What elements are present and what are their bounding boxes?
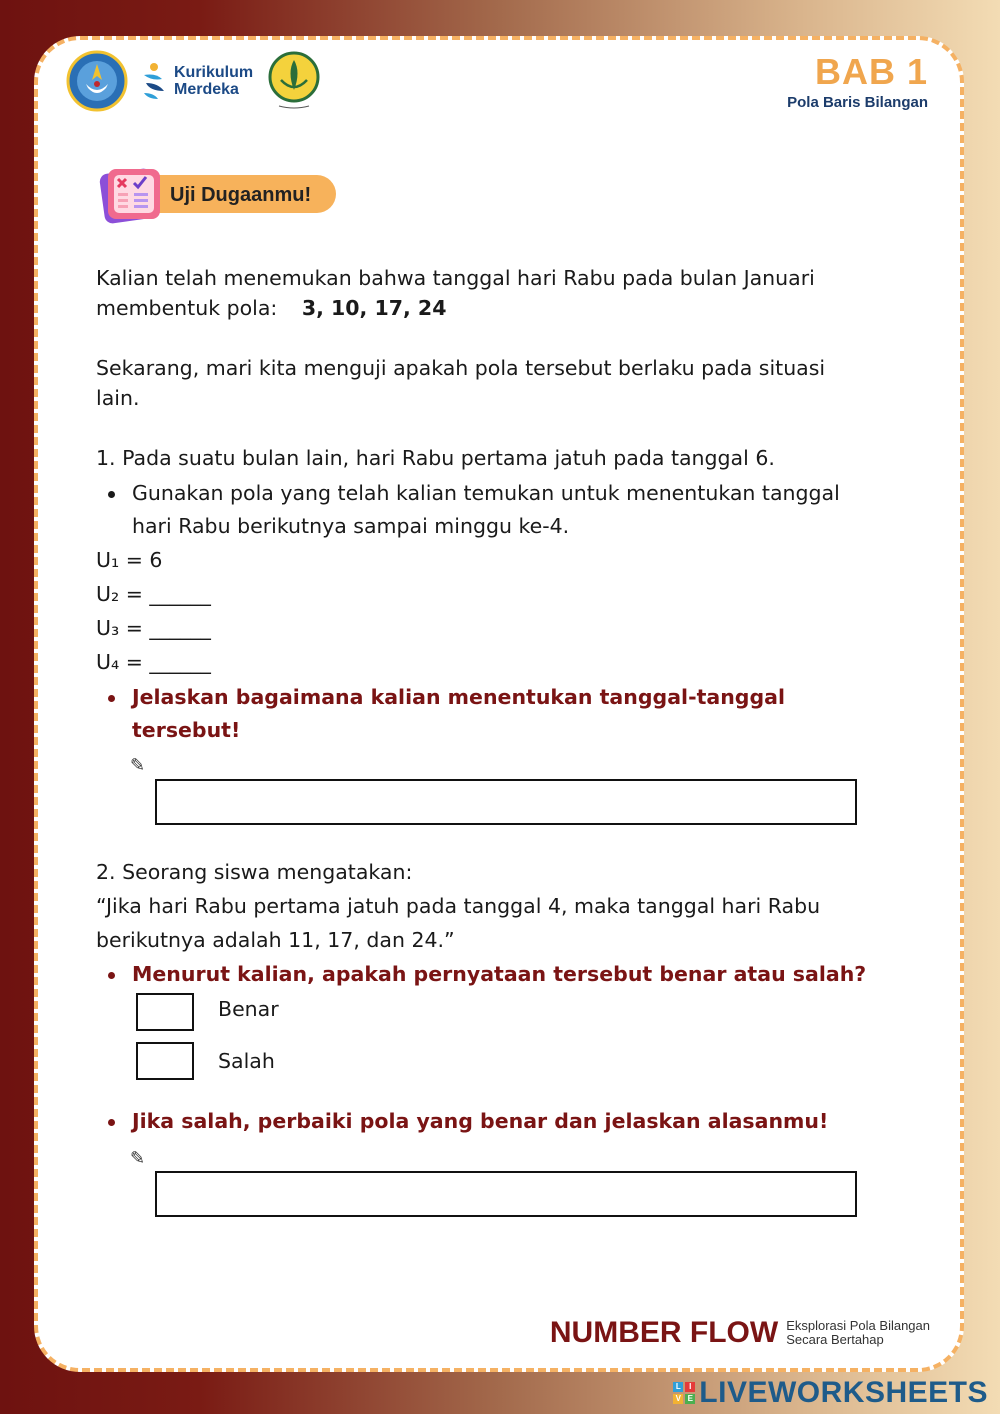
chapter-heading — [787, 52, 928, 111]
q2-pencil-icon: ✎ — [130, 1148, 146, 1169]
lw-icon-v: V — [673, 1394, 683, 1404]
q1-title: 1. Pada suatu bulan lain, hari Rabu pertama jatuh pada tanggal 6. — [96, 446, 775, 470]
footer-tagline — [786, 1319, 930, 1347]
intro-line-4: lain. — [96, 386, 140, 410]
intro-line-3: Sekarang, mari kita menguji apakah pola tersebut berlaku pada situasi — [96, 356, 826, 380]
q1-u1: U₁ = 6 — [96, 548, 163, 572]
liveworksheets-watermark[interactable] — [673, 1376, 988, 1410]
kurikulum-merdeka-logo — [140, 61, 253, 101]
intro-line-1: Kalian telah menemukan bahwa tanggal hari Rabu pada bulan Januari — [96, 266, 815, 290]
option-true-label: Benar — [218, 997, 279, 1021]
intro-line-2 — [96, 293, 896, 324]
checklist-icon — [96, 163, 166, 227]
school-seal-logo-icon — [267, 50, 321, 112]
liveworksheets-label: LIVEWORKSHEETS — [699, 1376, 988, 1409]
q2-quote-line-2: berikutnya adalah 11, 17, dan 24.” — [96, 928, 455, 952]
q1-u4[interactable]: U₄ = ______ — [96, 650, 211, 674]
intro-pattern: 3, 10, 17, 24 — [301, 296, 447, 320]
option-false-label: Salah — [218, 1049, 275, 1073]
chapter-subtitle: Pola Baris Bilangan — [787, 94, 928, 111]
tut-wuri-handayani-logo-icon — [66, 50, 128, 112]
q2-bullet-2: Jika salah, perbaiki pola yang benar dan jelaskan alasanmu! — [132, 1105, 902, 1138]
q1-bullet-2 — [132, 681, 902, 747]
lw-icon-l: L — [673, 1382, 683, 1392]
chapter-title: BAB 1 — [814, 51, 928, 92]
q2-quote-line-1: “Jika hari Rabu pertama jatuh pada tanggal 4, maka tanggal hari Rabu — [96, 894, 821, 918]
footer-tagline-line-2: Secara Bertahap — [786, 1332, 884, 1347]
intro-line-2-prefix: membentuk pola: — [96, 296, 278, 320]
q1-bullet-2-line-1: Jelaskan bagaimana kalian menentukan tanggal-tanggal — [132, 685, 786, 709]
q1-u2[interactable]: U₂ = ______ — [96, 582, 211, 606]
section-badge-label: Uji Dugaanmu! — [170, 184, 312, 206]
option-true-checkbox[interactable] — [136, 993, 194, 1031]
merdeka-label: Merdeka — [174, 81, 239, 98]
q1-bullet-1-line-1: Gunakan pola yang telah kalian temukan untuk menentukan tanggal — [132, 481, 840, 505]
kurikulum-label: Kurikulum — [174, 64, 254, 81]
q1-bullet-1-line-2: hari Rabu berikutnya sampai minggu ke-4. — [132, 514, 570, 538]
q2-answer-box[interactable] — [155, 1171, 857, 1217]
lw-icon-i: I — [685, 1382, 695, 1392]
footer-brand-title: NUMBER FLOW — [549, 1316, 779, 1349]
q1-answer-box[interactable] — [155, 779, 857, 825]
q2-bullet-1: Menurut kalian, apakah pernyataan tersebut benar atau salah? — [132, 958, 902, 991]
option-false-checkbox[interactable] — [136, 1042, 194, 1080]
liveworksheets-icon — [673, 1382, 695, 1404]
footer-tagline-line-1: Eksplorasi Pola Bilangan — [786, 1318, 930, 1333]
footer-brand — [550, 1316, 930, 1350]
q2-title: 2. Seorang siswa mengatakan: — [96, 860, 413, 884]
q1-bullet-1 — [132, 477, 902, 543]
q1-u3[interactable]: U₃ = ______ — [96, 616, 211, 640]
q1-pencil-icon: ✎ — [130, 755, 146, 776]
q1-bullet-2-line-2: tersebut! — [132, 718, 241, 742]
lw-icon-e: E — [685, 1394, 695, 1404]
kurikulum-merdeka-icon — [140, 61, 170, 101]
header-logos — [66, 50, 321, 112]
